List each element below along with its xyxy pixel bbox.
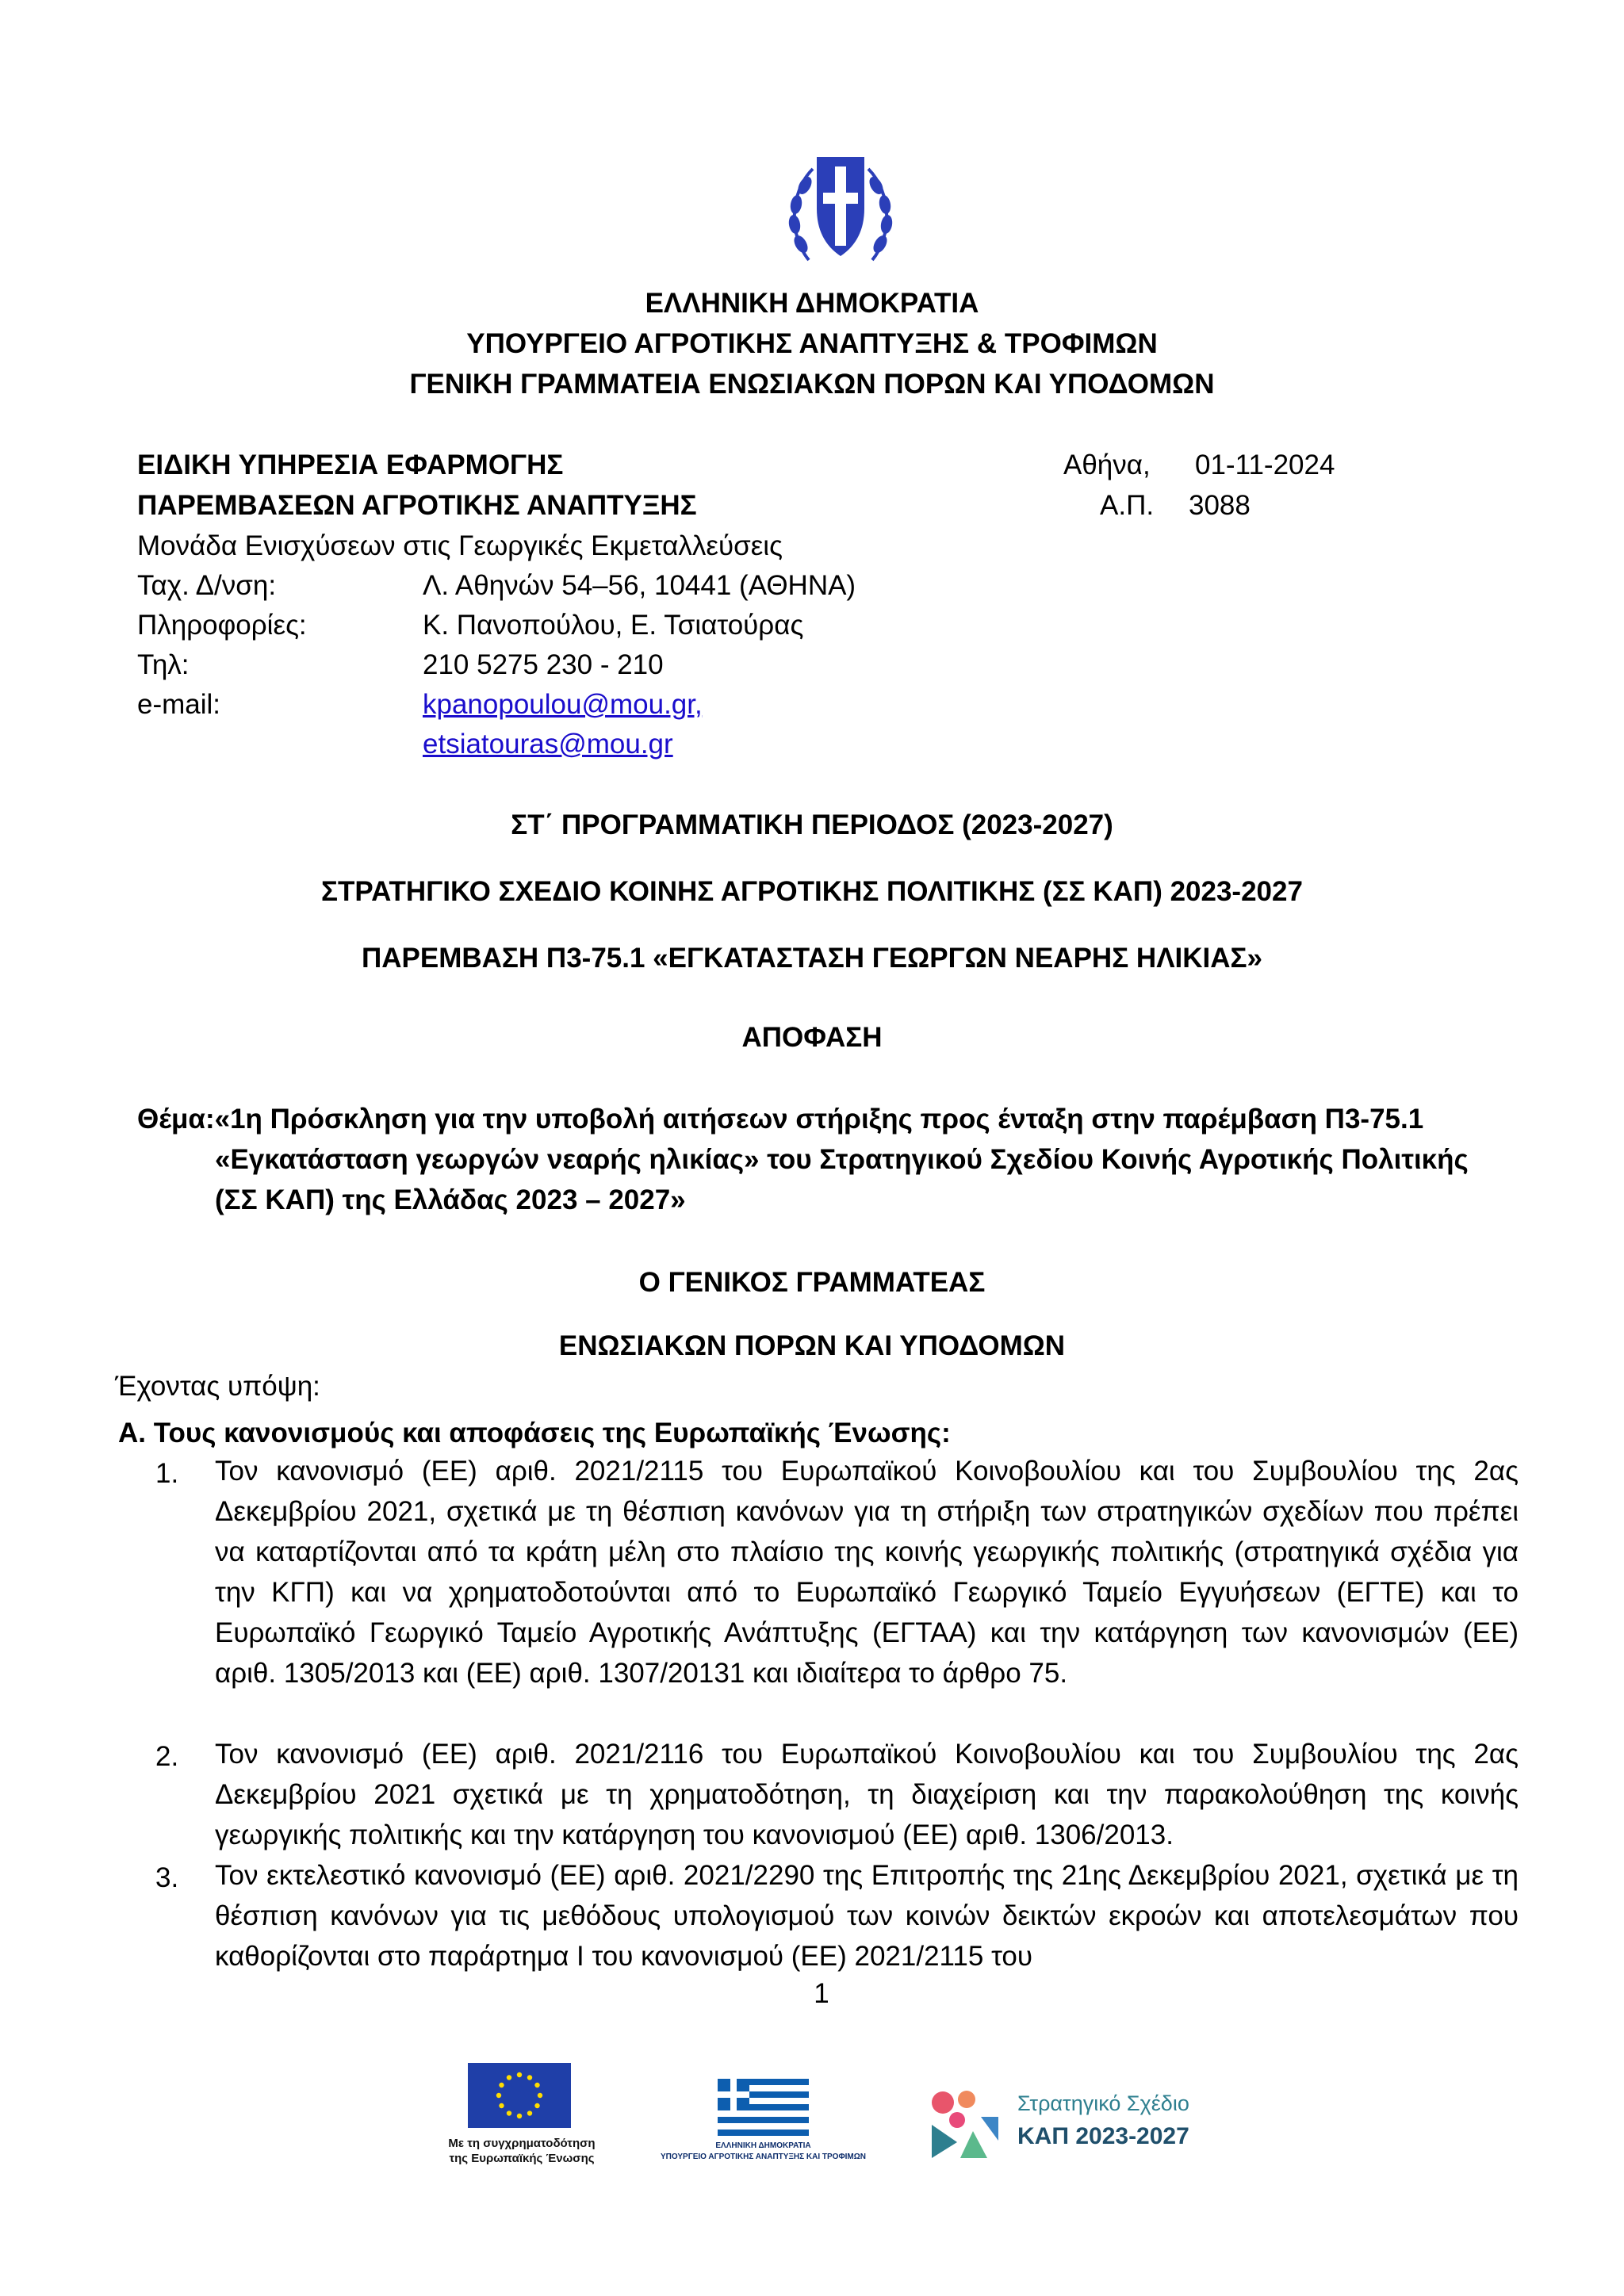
address-label: Ταχ. Δ/νση: bbox=[137, 570, 277, 601]
gr-caption-line2: ΥΠΟΥΡΓΕΙΟ ΑΓΡΟΤΙΚΗΣ ΑΝΑΠΤΥΞΗΣ ΚΑΙ ΤΡΟΦΙΜΩΝ bbox=[660, 2152, 866, 2161]
eu-star bbox=[499, 2083, 504, 2087]
address-value: Λ. Αθηνών 54–56, 10441 (ΑΘΗΝΑ) bbox=[423, 570, 856, 601]
kap-title: Στρατηγικό Σχέδιο bbox=[1017, 2091, 1189, 2115]
eu-star bbox=[517, 2114, 522, 2118]
email-link-1[interactable]: kpanopoulou@mou.gr, bbox=[423, 689, 703, 720]
sender-service-line2: ΠΑΡΕΜΒΑΣΕΩΝ ΑΓΡΟΤΙΚΗΣ ΑΝΑΠΤΥΞΗΣ bbox=[137, 490, 697, 521]
header-republic: ΕΛΛΗΝΙΚΗ ΔΗΜΟΚΡΑΤΙΑ bbox=[645, 288, 979, 319]
subject-line3: (ΣΣ ΚΑΠ) της Ελλάδας 2023 – 2027» bbox=[215, 1184, 686, 1215]
eu-caption-line2: της Ευρωπαϊκής Ένωσης bbox=[449, 2152, 595, 2165]
signatory-line2: ΕΝΩΣΙΑΚΩΝ ΠΟΡΩΝ ΚΑΙ ΥΠΟΔΟΜΩΝ bbox=[558, 1330, 1066, 1361]
tel-label: Τηλ: bbox=[137, 649, 190, 680]
eu-star bbox=[534, 2103, 539, 2108]
preamble: Έχοντας υπόψη: bbox=[115, 1371, 320, 1402]
header-general-secretariat: ΓΕΝΙΚΗ ΓΡΑΜΜΑΤΕΙΑ ΕΝΩΣΙΑΚΩΝ ΠΟΡΩΝ ΚΑΙ ΥΠΟΔΟΜΩΝ bbox=[409, 369, 1215, 400]
signatory-line1: Ο ΓΕΝΙΚΟΣ ΓΡΑΜΜΑΤΕΑΣ bbox=[638, 1267, 986, 1298]
subject-line2: «Εγκατάσταση γεωργών νεαρής ηλικίας» του Στρατηγικού Σχεδίου Κοινής Αγροτικής Πολιτικής bbox=[215, 1144, 1469, 1175]
eu-star bbox=[507, 2075, 511, 2080]
list-item: Τον κανονισμό (ΕΕ) αριθ. 2021/2116 του Ευρωπαϊκού Κοινοβουλίου και του Συμβουλίου της 2ας Δεκεμβρίου 2021 σχετικά με τη χρηματοδότηση, τη διαχείριση και την παρακολούθηση της κοινής γεωργικής πολιτικής και την κατάργηση του κανονισμού (ΕΕ) αριθ. 1306/2013. bbox=[215, 1739, 1519, 1850]
title-decision: ΑΠΟΦΑΣΗ bbox=[741, 1022, 883, 1053]
tel-value: 210 5275 230 - 210 bbox=[423, 649, 664, 680]
greek-flag-icon bbox=[718, 2079, 809, 2136]
info-label: Πληροφορίες: bbox=[137, 610, 307, 641]
list-item: Τον κανονισμό (ΕΕ) αριθ. 2021/2115 του Ευρωπαϊκού Κοινοβουλίου και του Συμβουλίου της 2ας Δεκεμβρίου 2021, σχετικά με τη θέσπιση κανόνων για τη στήριξη των στρατηγικών σχεδίων που πρέπει να καταρτίζονται από τα κράτη μέλη στο πλαίσιο της κοινής γεωργικής πολιτικής (στρατηγικά σχέδια για την ΚΓΠ) και να χρηματοδοτούνται από το Ευρωπαϊκό Γεωργικό Ταμείο Εγγυήσεων (ΕΓΤΕ) και το Ευρωπαϊκό Γεωργικό Ταμείο Αγροτικής Ανάπτυξης (ΕΓΤΑΑ) και την κατάργηση των κανονισμών (ΕΕ) αριθ. 1305/2013 και (ΕΕ) αριθ. 1307/20131 και ιδιαίτερα το άρθρο 75. bbox=[215, 1456, 1519, 1689]
eu-caption bbox=[435, 2136, 609, 2166]
eu-star bbox=[496, 2093, 501, 2098]
eu-flag-icon bbox=[468, 2063, 571, 2128]
eu-caption-line1: Με τη συγχρηματοδότηση bbox=[448, 2137, 596, 2150]
eu-star bbox=[517, 2072, 522, 2077]
greek-emblem-icon bbox=[785, 149, 896, 268]
item-number: 2. bbox=[155, 1741, 179, 1772]
eu-star bbox=[499, 2103, 504, 2108]
kap-logo-icon bbox=[925, 2085, 1005, 2164]
ref-label: Α.Π. bbox=[1100, 490, 1155, 521]
sender-unit: Μονάδα Ενισχύσεων στις Γεωργικές Εκμεταλλεύσεις bbox=[137, 530, 783, 561]
eu-star bbox=[534, 2083, 539, 2087]
ref-number: 3088 bbox=[1189, 490, 1251, 521]
header-ministry: ΥΠΟΥΡΓΕΙΟ ΑΓΡΟΤΙΚΗΣ ΑΝΑΠΤΥΞΗΣ & ΤΡΟΦΙΜΩΝ bbox=[466, 328, 1158, 359]
page-number: 1 bbox=[814, 1978, 829, 2009]
section-a-heading: Α. Τους κανονισμούς και αποφάσεις της Ευρωπαϊκής Ένωσης: bbox=[118, 1418, 951, 1448]
document-date: 01-11-2024 bbox=[1195, 450, 1335, 480]
subject-line1: Θέμα:«1η Πρόσκληση για την υποβολή αιτήσεων στήριξης προς ένταξη στην παρέμβαση Π3-75.1 bbox=[137, 1104, 1424, 1135]
kap-subtitle: ΚΑΠ 2023-2027 bbox=[1017, 2123, 1189, 2149]
greek-ministry-caption bbox=[658, 2141, 868, 2163]
email-label: e-mail: bbox=[137, 689, 221, 720]
title-intervention: ΠΑΡΕΜΒΑΣΗ Π3-75.1 «ΕΓΚΑΤΑΣΤΑΣΗ ΓΕΩΡΓΩΝ ΝΕΑΡΗΣ ΗΛΙΚΙΑΣ» bbox=[361, 943, 1263, 974]
item-number: 1. bbox=[155, 1458, 179, 1489]
eu-star bbox=[507, 2110, 511, 2115]
sender-service-line1: ΕΙΔΙΚΗ ΥΠΗΡΕΣΙΑ ΕΦΑΡΜΟΓΗΣ bbox=[137, 450, 564, 480]
item-number: 3. bbox=[155, 1862, 179, 1893]
gr-caption-line1: ΕΛΛΗΝΙΚΗ ΔΗΜΟΚΡΑΤΙΑ bbox=[715, 2141, 811, 2150]
title-plan: ΣΤΡΑΤΗΓΙΚΟ ΣΧΕΔΙΟ ΚΟΙΝΗΣ ΑΓΡΟΤΙΚΗΣ ΠΟΛΙΤΙΚΗΣ (ΣΣ ΚΑΠ) 2023-2027 bbox=[321, 876, 1303, 907]
info-value: Κ. Πανοπούλου, Ε. Τσιατούρας bbox=[423, 610, 804, 641]
eu-star bbox=[527, 2110, 532, 2115]
eu-star bbox=[538, 2093, 542, 2098]
title-period: ΣΤ΄ ΠΡΟΓΡΑΜΜΑΤΙΚΗ ΠΕΡΙΟΔΟΣ (2023-2027) bbox=[511, 809, 1113, 840]
place-label: Αθήνα, bbox=[1063, 450, 1151, 480]
email-link-2[interactable]: etsiatouras@mou.gr bbox=[423, 729, 673, 760]
list-item: Τον εκτελεστικό κανονισμό (ΕΕ) αριθ. 2021/2290 της Επιτροπής της 21ης Δεκεμβρίου 2021, σχετικά με τη θέσπιση κανόνων για τις μεθόδους υπολογισμού των κοινών δεικτών εκροών και αποτελεσμάτων που καθορίζονται στο παράρτημα Ι του κανονισμού (ΕΕ) 2021/2115 του bbox=[215, 1860, 1519, 1972]
eu-star bbox=[527, 2075, 532, 2080]
